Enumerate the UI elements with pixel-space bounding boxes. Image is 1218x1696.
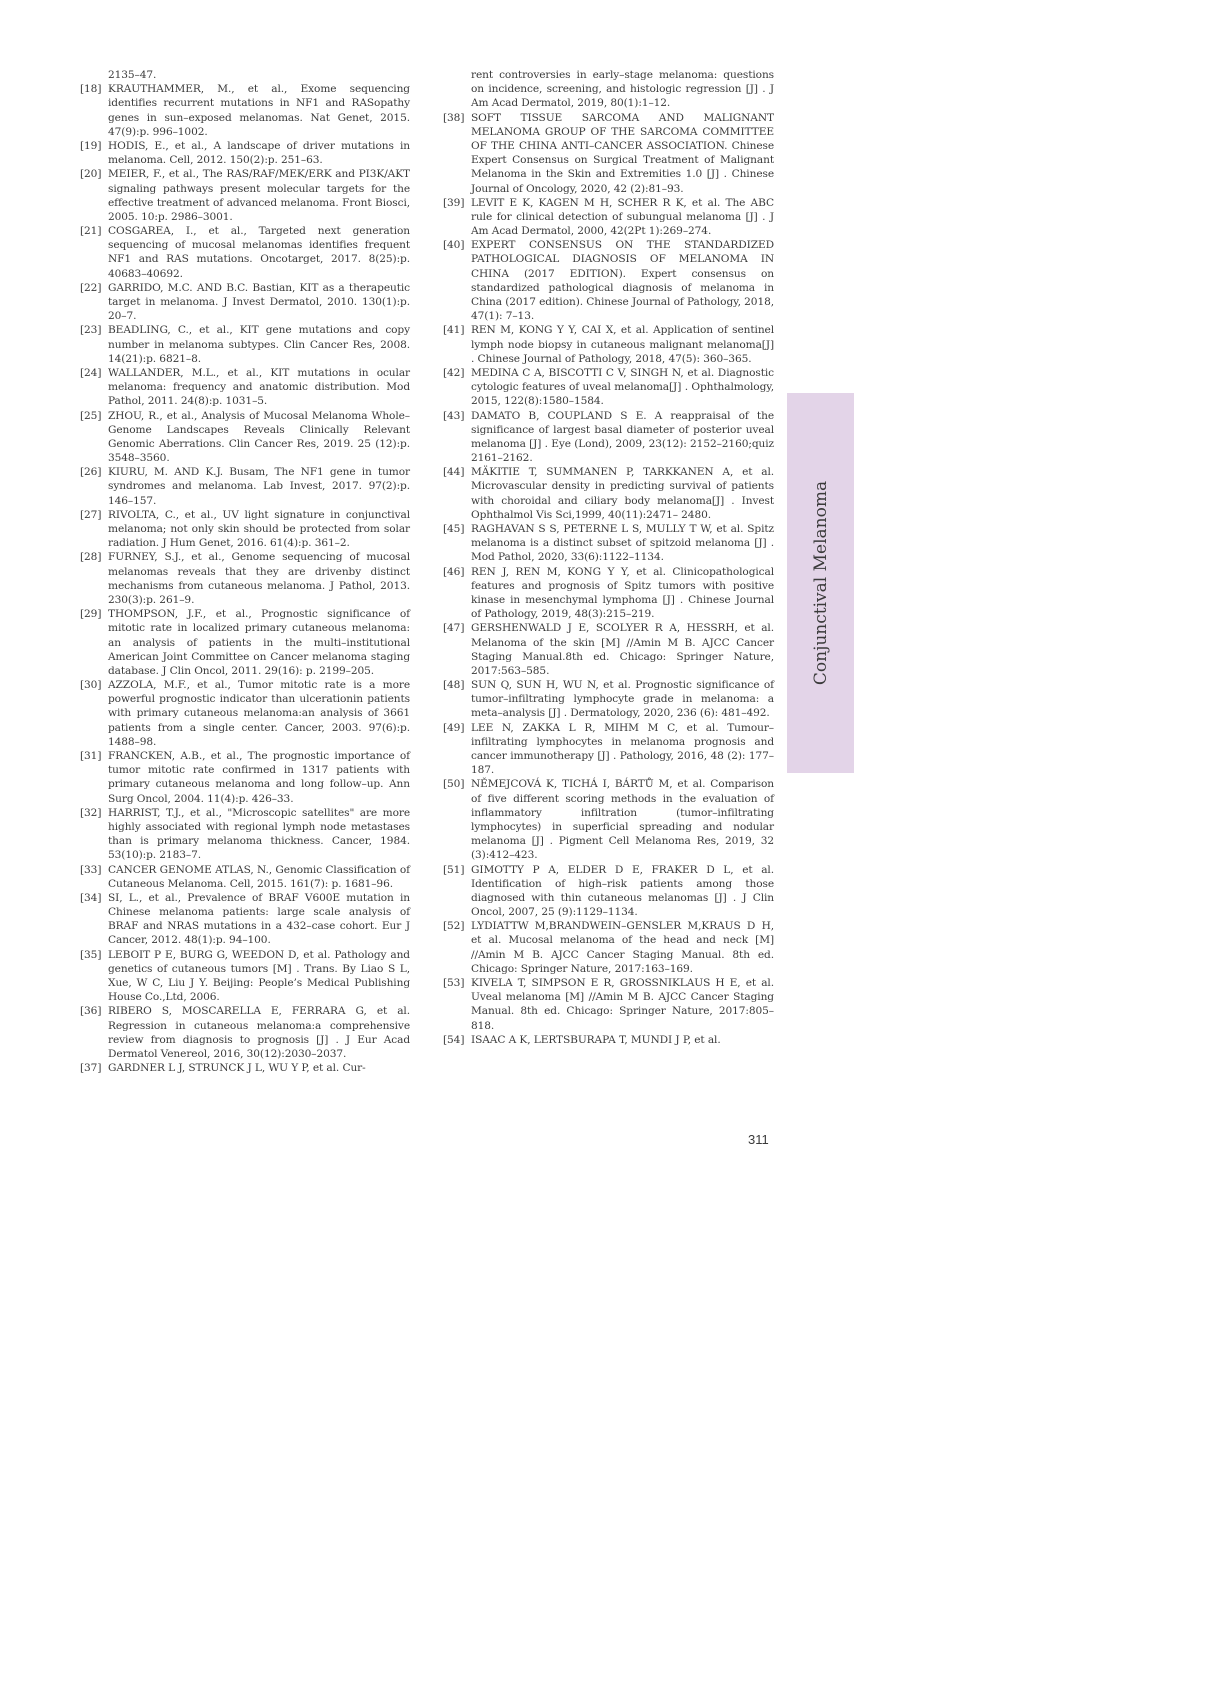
- reference-entry: [80, 1004, 410, 1061]
- page-number: 311: [748, 1132, 769, 1147]
- reference-number: [31]: [80, 750, 102, 762]
- reference-text: GARDNER L J, STRUNCK J L, WU Y P, et al. Cur-: [108, 1062, 366, 1075]
- reference-entry: [80, 139, 410, 167]
- reference-entry: [80, 281, 410, 324]
- reference-text: GARRIDO, M.C. AND B.C. Bastian, KIT as a therapeutic target in melanoma. J Invest Dermatol, 2010. 130(1):p. 20–7.: [108, 281, 410, 323]
- reference-number: [52]: [443, 920, 465, 933]
- reference-number: [41]: [443, 324, 465, 337]
- reference-entry: [443, 863, 774, 920]
- reference-number: [39]: [443, 196, 465, 209]
- reference-number: [29]: [80, 608, 102, 621]
- reference-number: [53]: [443, 977, 465, 989]
- reference-number: [45]: [443, 523, 465, 535]
- reference-number: [42]: [443, 366, 465, 379]
- reference-entry: [443, 976, 774, 1033]
- reference-entry: [80, 863, 410, 891]
- reference-number: [50]: [443, 778, 465, 791]
- reference-text: BEADLING, C., et al., KIT gene mutations and copy number in melanoma subtypes. Clin Cancer Res, 2008. 14(21):p. 6821–8.: [108, 324, 410, 365]
- reference-entry: [80, 82, 410, 139]
- reference-text: SI, L., et al., Prevalence of BRAF V600E mutation in Chinese melanoma patients: large scale analysis of BRAF and NRAS mutations in a 432–case cohort. Eur J Cancer, 2012. 48(1):p. 94–100.: [108, 891, 410, 947]
- reference-number: [33]: [80, 863, 102, 876]
- reference-text: RIVOLTA, C., et al., UV light signature in conjunctival melanoma; not only skin should be protected from solar radiation. J Hum Genet, 2016. 61(4):p. 361–2.: [108, 508, 410, 550]
- reference-text: GIMOTTY P A, ELDER D E, FRAKER D L, et al. Identification of high–risk patients among those diagnosed with thin cutaneous melanomas [J] . J Clin Oncol, 2007, 25 (9):1129–1134.: [471, 863, 774, 919]
- reference-number: [21]: [80, 225, 102, 238]
- reference-entry: [80, 366, 410, 409]
- reference-number: [32]: [80, 806, 102, 819]
- reference-number: [46]: [443, 565, 465, 578]
- reference-text: GERSHENWALD J E, SCOLYER R A, HESSRH, et al. Melanoma of the skin [M] //Amin M B. AJCC Cancer Staging Manual.8th ed. Chicago: Springer Nature, 2017:563–585.: [471, 622, 774, 677]
- reference-text: MÄKITIE T, SUMMANEN P, TARKKANEN A, et al. Microvascular density in predicting survival of patients with choroidal and ciliary body melanoma[J] . Invest Ophthalmol Vis Sci,1999, 40(11):2471– 2480.: [471, 466, 774, 521]
- reference-column-right: [443, 68, 774, 1047]
- reference-entry: [80, 891, 410, 948]
- reference-entry: [80, 167, 410, 224]
- reference-number: [38]: [443, 111, 465, 124]
- reference-text: KIVELA T, SIMPSON E R, GROSSNIKLAUS H E, et al. Uveal melanoma [M] //Amin M B. AJCC Cancer Staging Manual. 8th ed. Chicago: Springer Nature, 2017:805–818.: [471, 977, 774, 1032]
- reference-text: KIURU, M. AND K.J. Busam, The NF1 gene in tumor syndromes and melanoma. Lab Invest, 2017. 97(2):p. 146–157.: [108, 466, 410, 507]
- reference-text: LEBOIT P E, BURG G, WEEDON D, et al. Pathology and genetics of cutaneous tumors [M] . Trans. By Liao S L, Xue, W C, Liu J Y. Beijing: People’s Medical Publishing House Co.,Ltd, 2006.: [108, 948, 410, 1004]
- reference-entry: [80, 1061, 410, 1075]
- reference-text: LEVIT E K, KAGEN M H, SCHER R K, et al. The ABC rule for clinical detection of subungual melanoma [J] . J Am Acad Dermatol, 2000, 42(2Pt 1):269–274.: [471, 196, 774, 238]
- reference-entry: [443, 919, 774, 976]
- reference-text: COSGAREA, I., et al., Targeted next generation sequencing of mucosal melanomas identifies frequent NF1 and RAS mutations. Oncotarget, 2017. 8(25):p. 40683–40692.: [108, 225, 410, 280]
- reference-entry: [80, 323, 410, 366]
- reference-entry: [443, 111, 774, 196]
- reference-number: [43]: [443, 409, 465, 422]
- reference-text: RAGHAVAN S S, PETERNE L S, MULLY T W, et al. Spitz melanoma is a distinct subset of spitzoid melanoma [J] . Mod Pathol, 2020, 33(6):1122–1134.: [471, 523, 774, 564]
- section-side-tab-label: Conjunctival Melanoma: [810, 480, 831, 686]
- reference-text: REN J, REN M, KONG Y Y, et al. Clinicopathological features and prognosis of Spitz tumors with positive kinase in mesenchymal lymphoma [J] . Chinese Journal of Pathology, 2019, 48(3):215–219.: [471, 565, 774, 621]
- reference-text: AZZOLA, M.F., et al., Tumor mitotic rate is a more powerful prognostic indicator than ulcerationin patients with primary cutaneous melanoma:an analysis of 3661 patients from a single center. Cancer, 2003. 97(6):p. 1488–98.: [108, 679, 410, 748]
- reference-number: [34]: [80, 891, 102, 904]
- reference-entry: [80, 948, 410, 1005]
- reference-text: MEIER, F., et al., The RAS/RAF/MEK/ERK and PI3K/AKT signaling pathways present molecular targets for the effective treatment of advanced melanoma. Front Biosci, 2005. 10:p. 2986–3001.: [108, 168, 410, 223]
- reference-number: [47]: [443, 622, 465, 635]
- reference-text: LYDIATTW M,BRANDWEIN–GENSLER M,KRAUS D H, et al. Mucosal melanoma of the head and neck [M] //Amin M B. AJCC Cancer Staging Manual. 8th ed. Chicago: Springer Nature, 2017:163–169.: [471, 920, 774, 975]
- reference-number: [26]: [80, 466, 102, 479]
- reference-column-left: [80, 68, 410, 1075]
- reference-text: RIBERO S, MOSCARELLA E, FERRARA G, et al. Regression in cutaneous melanoma:a comprehensive review from diagnosis to prognosis [J] . J Eur Acad Dermatol Venereol, 2016, 30(12):2030–2037.: [108, 1005, 410, 1060]
- reference-number: [40]: [443, 239, 465, 252]
- reference-text: FRANCKEN, A.B., et al., The prognostic importance of tumor mitotic rate confirmed in 1317 patients with primary cutaneous melanoma and long follow–up. Ann Surg Oncol, 2004. 11(4):p. 426–33.: [108, 750, 410, 805]
- reference-text: REN M, KONG Y Y, CAI X, et al. Application of sentinel lymph node biopsy in cutaneous malignant melanoma[J] . Chinese Journal of Pathology, 2018, 47(5): 360–365.: [471, 324, 774, 365]
- reference-number: [19]: [80, 139, 102, 152]
- reference-entry: [443, 621, 774, 678]
- reference-entry: [80, 749, 410, 806]
- reference-entry: [80, 508, 410, 551]
- reference-entry: [80, 607, 410, 678]
- reference-entry: [443, 196, 774, 239]
- reference-text: NĚMEJCOVÁ K, TICHÁ I, BÁRTŮ M, et al. Comparison of five different scoring methods in the evaluation of inflammatory infiltration (tumor–infiltrating lymphocytes) in superficial spreading and nodular melanoma [J] . Pigment Cell Melanoma Res, 2019, 32 (3):412–423.: [471, 778, 774, 862]
- reference-text: SUN Q, SUN H, WU N, et al. Prognostic significance of tumor–infiltrating lymphocyte grade in melanoma: a meta–analysis [J] . Dermatology, 2020, 236 (6): 481–492.: [471, 679, 774, 720]
- reference-number: [54]: [443, 1033, 465, 1046]
- reference-number: [18]: [80, 83, 102, 96]
- reference-entry: [80, 465, 410, 508]
- reference-text: ISAAC A K, LERTSBURAPA T, MUNDI J P, et al.: [471, 1033, 721, 1046]
- reference-entry: [443, 409, 774, 466]
- reference-entry: [443, 366, 774, 409]
- reference-number: [20]: [80, 168, 102, 181]
- reference-text: ZHOU, R., et al., Analysis of Mucosal Melanoma Whole–Genome Landscapes Reveals Clinically Relevant Genomic Aberrations. Clin Cancer Res, 2019. 25 (12):p. 3548–3560.: [108, 409, 410, 465]
- reference-entry: [443, 721, 774, 778]
- reference-text: SOFT TISSUE SARCOMA AND MALIGNANT MELANOMA GROUP OF THE SARCOMA COMMITTEE OF THE CHINA ANTI–CANCER ASSOCIATION. Chinese Expert Consensus on Surgical Treatment of Malignant Melanoma in the Skin and Extremities 1.0 [J] . Chinese Journal of Oncology, 2020, 42 (2):81–93.: [471, 111, 774, 195]
- reference-text: DAMATO B, COUPLAND S E. A reappraisal of the significance of largest basal diameter of posterior uveal melanoma [J] . Eye (Lond), 2009, 23(12): 2152–2160;quiz 2161–2162.: [471, 409, 774, 465]
- reference-entry: [443, 678, 774, 721]
- reference-number: [36]: [80, 1005, 102, 1018]
- reference-entry: [443, 522, 774, 565]
- reference-entry: [80, 409, 410, 466]
- reference-text: FURNEY, S.J., et al., Genome sequencing of mucosal melanomas reveals that they are drivenby distinct mechanisms from cutaneous melanoma. J Pathol, 2013. 230(3):p. 261–9.: [108, 551, 410, 606]
- reference-entry: [443, 777, 774, 862]
- reference-number: [22]: [80, 281, 102, 294]
- reference-number: [28]: [80, 551, 102, 564]
- reference-continuation: rent controversies in early–stage melanoma: questions on incidence, screening, and histologic regression [J] . J Am Acad Dermatol, 2019, 80(1):1–12.: [471, 69, 774, 110]
- reference-number: [35]: [80, 948, 102, 961]
- section-side-tab: [787, 393, 854, 773]
- reference-list-left: [80, 82, 410, 1075]
- reference-number: [24]: [80, 366, 102, 379]
- reference-number: [37]: [80, 1062, 102, 1075]
- reference-number: [49]: [443, 721, 465, 734]
- reference-number: [23]: [80, 324, 102, 337]
- reference-number: [48]: [443, 679, 465, 692]
- reference-entry: [80, 550, 410, 607]
- reference-entry: [80, 806, 410, 863]
- reference-text: LEE N, ZAKKA L R, MIHM M C, et al. Tumour–infiltrating lymphocytes in melanoma prognosis and cancer immunotherapy [J] . Pathology, 2016, 48 (2): 177–187.: [471, 721, 774, 777]
- reference-number: [44]: [443, 466, 465, 479]
- reference-list-right: [443, 111, 774, 1047]
- reference-entry: [443, 565, 774, 622]
- reference-text: THOMPSON, J.F., et al., Prognostic significance of mitotic rate in localized primary cutaneous melanoma: an analysis of patients in the multi–institutional American Joint Committee on Cancer melanoma staging database. J Clin Oncol, 2011. 29(16): p. 2199–205.: [108, 608, 410, 677]
- reference-entry: [443, 238, 774, 323]
- reference-entry: [80, 224, 410, 281]
- reference-text: HARRIST, T.J., et al., "Microscopic satellites" are more highly associated with regional lymph node metastases than is primary melanoma thickness. Cancer, 1984. 53(10):p. 2183–7.: [108, 806, 410, 862]
- reference-number: [25]: [80, 409, 102, 422]
- reference-text: KRAUTHAMMER, M., et al., Exome sequencing identifies recurrent mutations in NF1 and RASopathy genes in sun–exposed melanomas. Nat Genet, 2015. 47(9):p. 996–1002.: [108, 83, 410, 138]
- reference-entry: [80, 678, 410, 749]
- reference-number: [27]: [80, 508, 102, 521]
- reference-entry: [443, 465, 774, 522]
- reference-text: MEDINA C A, BISCOTTI C V, SINGH N, et al. Diagnostic cytologic features of uveal melanoma[J] . Ophthalmology, 2015, 122(8):1580–1584.: [471, 366, 774, 408]
- reference-number: [30]: [80, 679, 102, 692]
- reference-text: WALLANDER, M.L., et al., KIT mutations in ocular melanoma: frequency and anatomic distribution. Mod Pathol, 2011. 24(8):p. 1031–5.: [108, 366, 410, 408]
- reference-text: CANCER GENOME ATLAS, N., Genomic Classification of Cutaneous Melanoma. Cell, 2015. 161(7): p. 1681–96.: [108, 863, 410, 890]
- reference-entry: [443, 323, 774, 366]
- reference-text: HODIS, E., et al., A landscape of driver mutations in melanoma. Cell, 2012. 150(2):p. 251–63.: [108, 139, 410, 167]
- reference-continuation: 2135–47.: [108, 69, 157, 81]
- reference-number: [51]: [443, 863, 465, 876]
- reference-text: EXPERT CONSENSUS ON THE STANDARDIZED PATHOLOGICAL DIAGNOSIS OF MELANOMA IN CHINA (2017 EDITION). Expert consensus on standardized pathological diagnosis of melanoma in China (2017 edition). Chinese Journal of Pathology, 2018, 47(1): 7–13.: [471, 239, 774, 323]
- reference-entry: [443, 1033, 774, 1047]
